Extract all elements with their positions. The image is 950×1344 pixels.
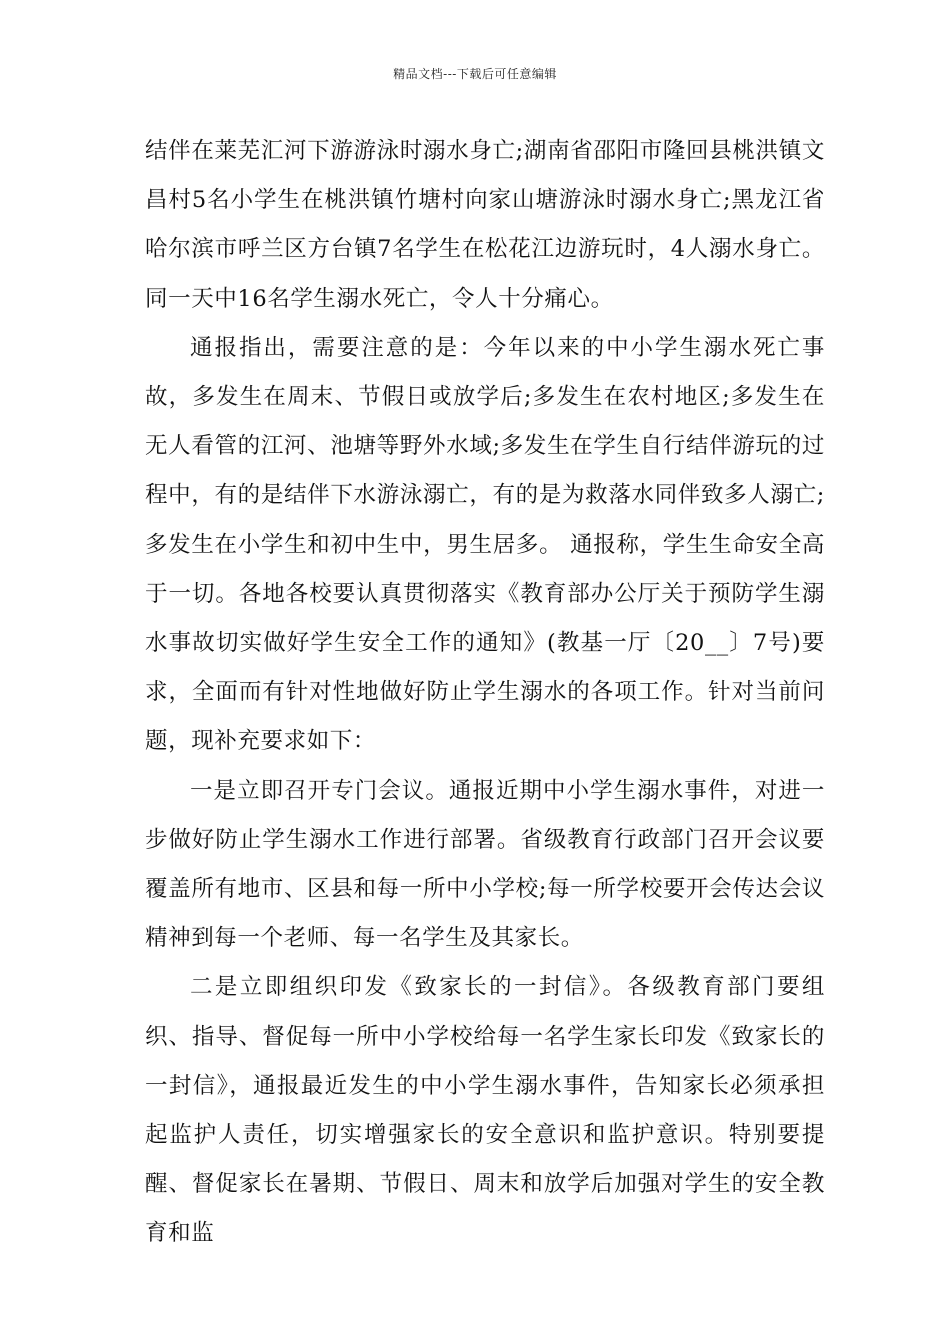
paragraph-1: 结伴在莱芜汇河下游游泳时溺水身亡;湖南省邵阳市隆回县桃洪镇文昌村5名小学生在桃洪镇竹塘村向家山塘游泳时溺水身亡;黑龙江省哈尔滨市呼兰区方台镇7名学生在松花江边游玩时，4人溺水身亡。同一天中16名学生溺水死亡，令人十分痛心。 <box>145 138 825 312</box>
paragraph-3: 一是立即召开专门会议。通报近期中小学生溺水事件，对进一步做好防止学生溺水工作进行部署。省级教育行政部门召开会议要覆盖所有地市、区县和每一所中小学校;每一所学校要开会传达会议精神到每一个老师、每一名学生及其家长。 <box>145 777 825 952</box>
page-header: 精品文档---下载后可任意编辑 <box>393 67 557 81</box>
document-body <box>145 127 825 1259</box>
paragraph-4: 二是立即组织印发《致家长的一封信》。各级教育部门要组织、指导、督促每一所中小学校给每一名学生家长印发《致家长的一封信》，通报最近发生的中小学生溺水事件，告知家长必须承担起监护人责任，切实增强家长的安全意识和监护意识。特别要提醒、督促家长在暑期、节假日、周末和放学后加强对学生的安全教育和监 <box>145 974 825 1247</box>
paragraph-2: 通报指出，需要注意的是：今年以来的中小学生溺水死亡事故，多发生在周末、节假日或放学后;多发生在农村地区;多发生在无人看管的江河、池塘等野外水域;多发生在学生自行结伴游玩的过程中，有的是结伴下水游泳溺亡，有的是为救落水同伴致多人溺亡;多发生在小学生和初中生中，男生居多。 通报称，学生生命安全高于一切。各地各校要认真贯彻落实《教育部办公厅关于预防学生溺水事故切实做好学生安全工作的通知》(教基一厅〔20__〕7号)要求，全面而有针对性地做好防止学生溺水的各项工作。针对当前问题，现补充要求如下： <box>145 334 825 755</box>
